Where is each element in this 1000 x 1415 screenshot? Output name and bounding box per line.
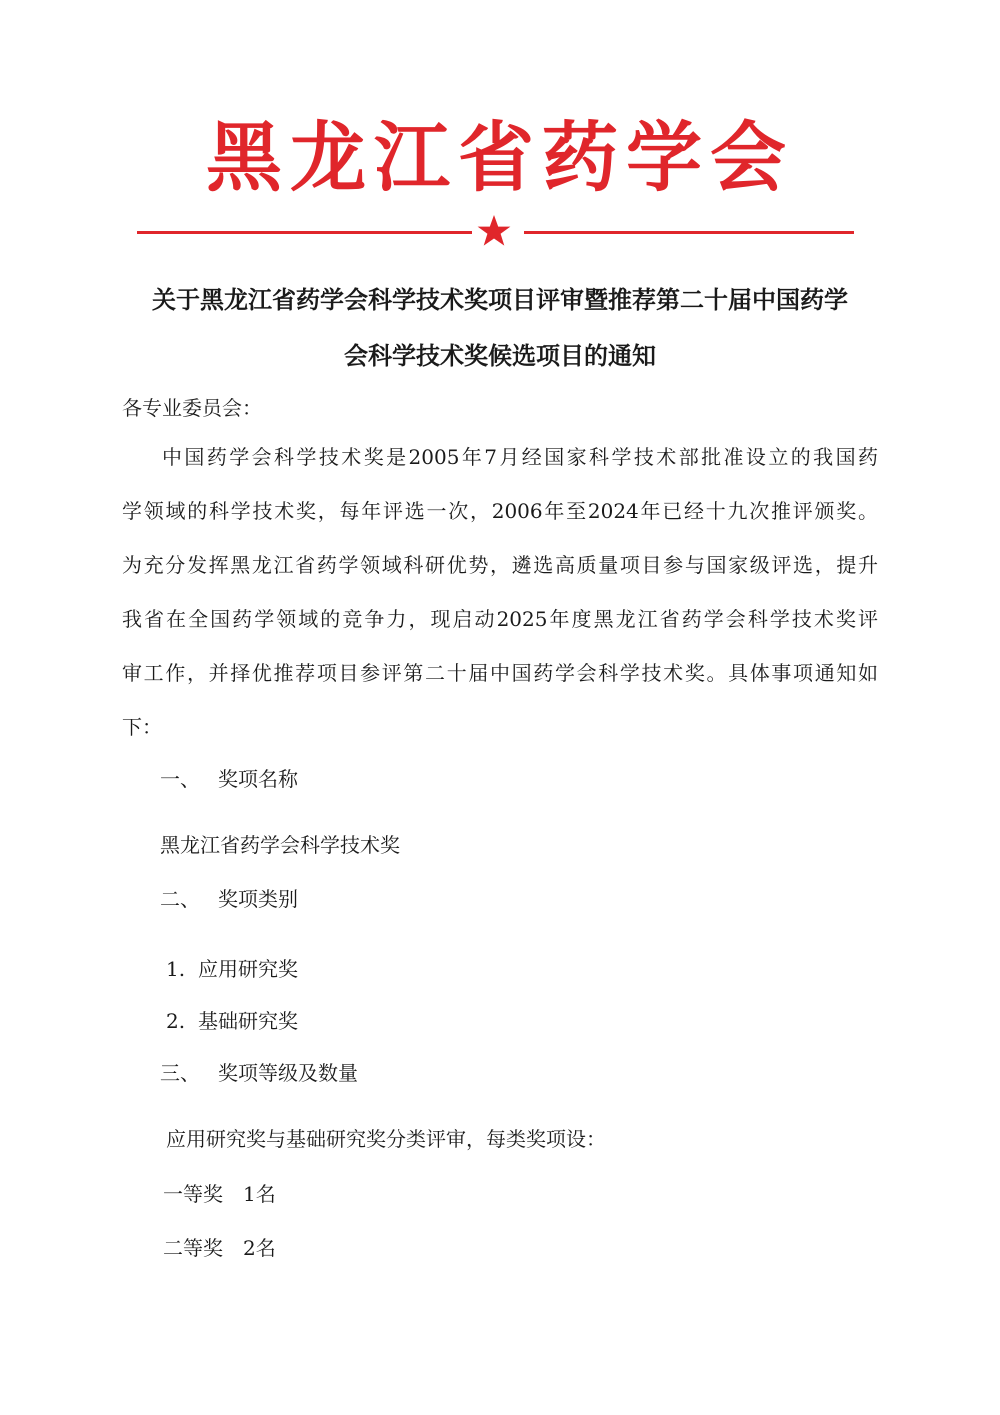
list-item-number: 1.	[166, 957, 186, 981]
intro-line: 下：	[122, 715, 162, 739]
intro-line: 为充分发挥黑龙江省药学领域科研优势，遴选高质量项目参与国家级评选，提升	[122, 553, 878, 577]
section-heading: 奖项类别	[218, 887, 298, 911]
salutation: 各专业委员会：	[122, 396, 262, 420]
section-number: 二、	[160, 887, 200, 911]
notice-title-line2: 会科学技术奖候选项目的通知	[344, 342, 656, 370]
intro-line: 学领域的科学技术奖，每年评选一次，2006年至2024年已经十九次推评颁奖。	[122, 499, 878, 523]
section-number: 一、	[160, 767, 200, 791]
notice-title	[110, 272, 890, 384]
letterhead-org-name: 黑龙江省药学会	[206, 113, 794, 202]
section-heading: 奖项名称	[218, 767, 298, 791]
award-level-count: 1名	[243, 1182, 276, 1206]
letterhead-rule-left	[137, 231, 472, 234]
list-item: 应用研究奖	[198, 957, 298, 981]
award-level-count: 2名	[243, 1236, 276, 1260]
letterhead-rule-right	[524, 231, 854, 234]
star-icon	[476, 213, 512, 249]
intro-line: 审工作，并择优推荐项目参评第二十届中国药学会科学技术奖。具体事项通知如	[122, 661, 878, 685]
section-heading: 奖项等级及数量	[218, 1061, 358, 1085]
award-level-name: 二等奖	[163, 1236, 223, 1260]
section-intro: 应用研究奖与基础研究奖分类评审，每类奖项设：	[166, 1127, 606, 1151]
section-content: 黑龙江省药学会科学技术奖	[160, 833, 400, 857]
section-number: 三、	[160, 1061, 200, 1085]
list-item: 基础研究奖	[198, 1009, 298, 1033]
intro-line: 我省在全国药学领域的竞争力，现启动2025年度黑龙江省药学会科学技术奖评	[122, 607, 878, 631]
list-item-number: 2.	[166, 1009, 186, 1033]
award-level-name: 一等奖	[163, 1182, 223, 1206]
notice-title-line1: 关于黑龙江省药学会科学技术奖项目评审暨推荐第二十届中国药学	[152, 286, 848, 314]
intro-line: 中国药学会科学技术奖是2005年7月经国家科学技术部批准设立的我国药	[162, 445, 878, 469]
